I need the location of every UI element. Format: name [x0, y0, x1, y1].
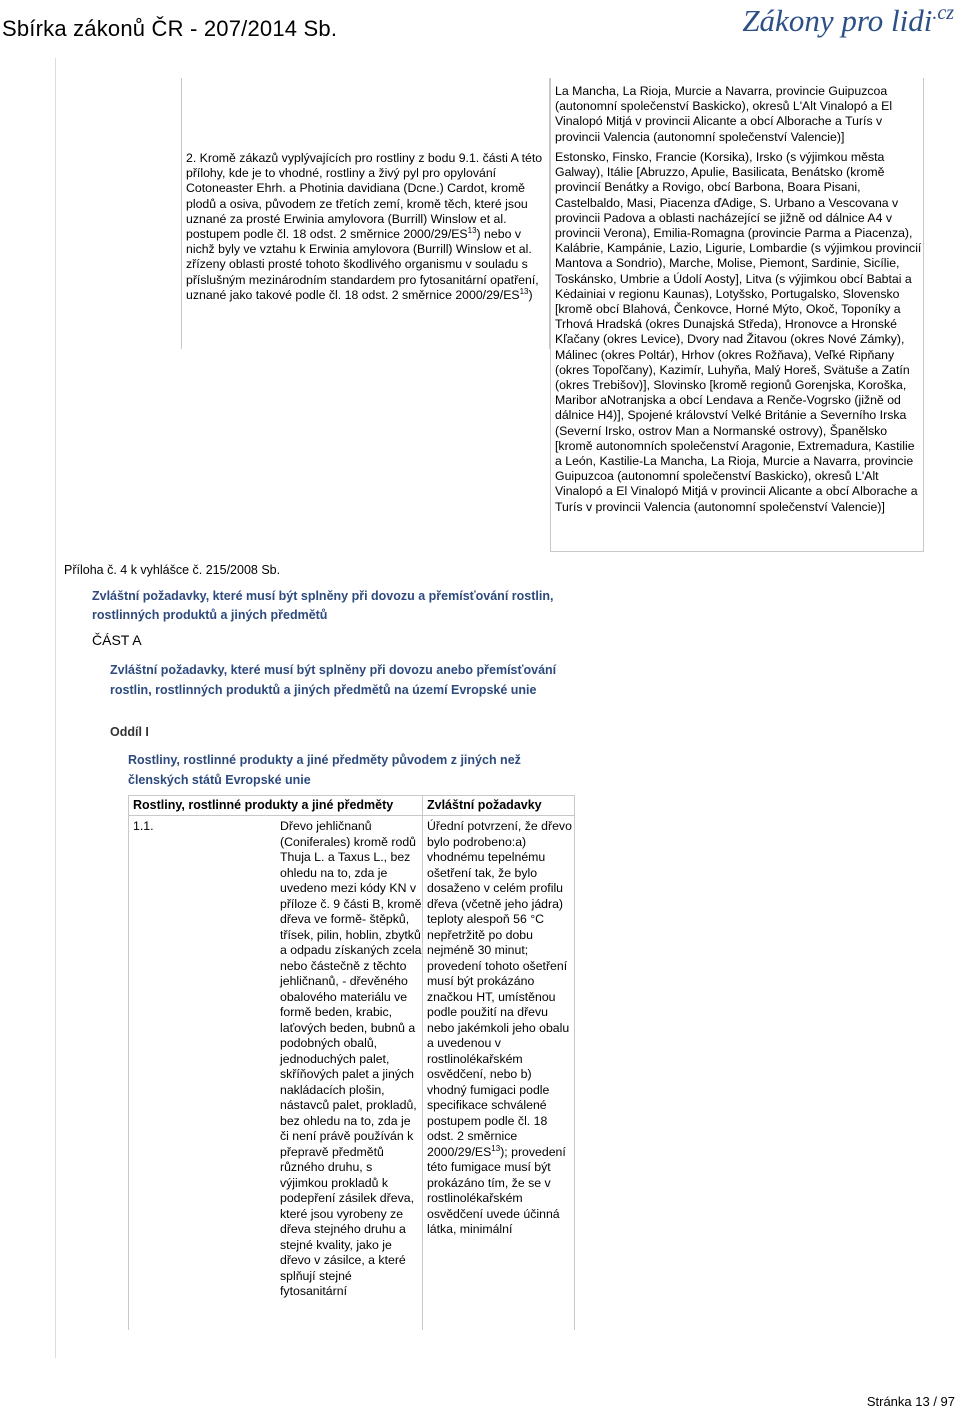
- section-label: Oddíl I: [110, 725, 149, 739]
- footnote-ref[interactable]: 13: [519, 286, 529, 296]
- cell-left-text-b: ) nebo v nichž byly ve vztahu k Erwinia amylovora (Burrill) Winslow et al. zřízeny oblasti prosté tohoto škodlivého organismu v souladu s příslušným mezinárodním standardem pro fytosanitární opatření, uznané jako takové podle čl. 18 odst. 2 směrnice 2000/29/ES: [186, 227, 539, 302]
- cell-left-text-c: ): [528, 287, 533, 302]
- table-header: [128, 795, 575, 816]
- cell-right-top-text: La Mancha, La Rioja, Murcie a Navarra, provincie Guipuzcoa (autonomní společenství Baskicko), okresů L'Alt Vinalopó a El Vinalopó Mitjá v provincii Alicante a obcí Alborache a Turís v provincii Valencia (autonomní společenství Valencie)]: [555, 84, 893, 144]
- footnote-ref[interactable]: 13: [467, 225, 477, 235]
- column-divider: [422, 796, 423, 815]
- cell-left-text-a: 2. Kromě zákazů vyplývajících pro rostliny z bodu 9.1. části A této přílohy, kde je to vhodné, rostliny a živý pyl pro opylování Cotoneaster Ehrh. a Photinia davidiana (Dcne.) Cardot, kromě plodů a osiva, původem ze třetích zemí, kromě těch, které jsou uznané za prosté Erwinia amylovora (Burrill) Winslow et al. postupem podle čl. 18 odst. 2 směrnice 2000/29/ES: [186, 151, 543, 242]
- row-number: 1.1.: [133, 819, 154, 833]
- cell-right-main-text: Estonsko, Finsko, Francie (Korsika), Irsko (s výjimkou města Galway), Itálie [Abruzzo, Apulie, Basilicata, Benátsko (kromě provincií Benátky a Rovigo, obcí Barbona, Boara Pisani, Castelbaldo, Masi, Piacenza ďAdige, S. Urbano a Vescovana v provincii Padova a oblasti nacházející se jižně od dálnice A4 v provincii Verona), Emilia-Romagna (provincie Parma a Piacenza), Kalábrie, Kampánie, Lazio, Ligurie, Lombardie (s výjimkou provincií Mantova a Sondrio), Marche, Molise, Piemont, Sardinie, Sicílie, Toskánsko, Umbrie a Údolí Aosty], Litva (s výjimkou obcí Babtai a Kėdainiai v regionu Kaunas), Lotyšsko, Portugalsko, Slovensko [kromě obcí Blahová, Čenkovce, Horné Mýto, Okoč, Toponíky a Trhová Hradská (okres Dunajská Středa), Hronovce a Hronské Kľačany (okres Levice), Dvory nad Žitavou (okres Nové Zámky), Málinec (okres Poltár), Hrhov (okres Rožňava), Veľké Ripňany (okres Topoľčany), Kazimír, Luhyňa, Malý Horeš, Svätuše a Zatín (okres Trebišov)], Slovinsko [kromě regionů Gorenjska, Koroška, Maribor aNotranjska a obcí Lendava a Renče-Vogrsko (jižně od dálnice H4)], Spojené království Velké Británie a Severního Irska (Severní Irsko, ostrov Man a Normanské ostrovy), Španělsko [kromě autonomních společenství Aragonie, Extremadura, Kastilie a León, Kastilie-La Mancha, La Rioja, Murcie a Navarra, provincie Guipuzcoa (autonomní společenství Baskicko), okresů L'Alt Vinalopó a El Vinalopó Mitjá v provincii Alicante a obcí Alborache a Turís v provincii Valencia (autonomní společenství Valencie)]: [555, 150, 922, 514]
- page-number: Stránka 13 / 97: [866, 1394, 955, 1409]
- part-heading: [92, 632, 142, 648]
- brand-suffix: .cz: [932, 2, 954, 24]
- row-requirements-a: Úřední potvrzení, že dřevo bylo podrobeno:a) vhodnému tepelnému ošetření tak, že bylo dosaženo v celém profilu dřeva (včetně jeho jádra) teploty alespoň 56 °C nepřetržitě po dobu nejméně 30 minut; provedení tohoto ošetření musí být prokázáno značkou HT, umístěnou podle použití na dřevu nebo jakémkoli jeho obalu a uvedenou v rostlinolékařském osvědčení, nebo b) vhodný fumigaci podle specifikace schválené postupem podle čl. 18 odst. 2 směrnice 2000/29/ES: [427, 819, 572, 1159]
- cell-left-text: [186, 151, 548, 303]
- column-header-items: Rostliny, rostlinné produkty a jiné předměty: [133, 798, 394, 812]
- footnote-ref[interactable]: 13: [491, 1143, 501, 1153]
- annex-heading: Zvláštní požadavky, které musí být splněny při dovozu a přemísťování rostlin, rostlinných produktů a jiných předmětů: [92, 589, 554, 622]
- row-requirements-b: ); provedení této fumigace musí být prokázáno tím, že se v rostlinolékařském osvědčení uvede účinná látka, minimální: [427, 1144, 566, 1236]
- document-title: Sbírka zákonů ČR - 207/2014 Sb.: [2, 16, 338, 41]
- section-subheading: Rostliny, rostlinné produkty a jiné předměty původem z jiných než členských států Evropské unie: [128, 753, 521, 787]
- brand-logo[interactable]: [742, 2, 954, 39]
- page-header: [0, 0, 960, 58]
- row-requirements: [427, 819, 572, 1238]
- left-frame-line: [55, 58, 56, 1358]
- part-subheading: Zvláštní požadavky, které musí být splněny při dovozu anebo přemísťování rostlin, rostlinných produktů a jiných předmětů na území Evropské unie: [110, 663, 557, 697]
- brand-name: Zákony pro lidi: [742, 3, 933, 38]
- row-description: Dřevo jehličnanů (Coniferales) kromě rodů Thuja L. a Taxus L., bez ohledu na to, zda je uvedeno mezi kódy KN v příloze č. 9 části B, kromě dřeva ve formě- štěpků, třísek, pilin, hoblin, zbytků a odpadu získaných zcela nebo částečně z těchto jehličnanů, - dřevěného obalového materiálu ve formě beden, krabic, laťových beden, bubnů a podobných obalů, jednoduchých palet, skříňových palet a jiných nakládacích plošin, nástavců palet, prokladů, bez ohledu na to, zda je či není právě používán k přepravě předmětů různého druhu, s výjimkou prokladů k podepření zásilek dřeva, které jsou vyrobeny ze dřeva stejného druhu a stejné kvality, jako je dřevo v zásilce, a které splňují stejné fytosanitární: [280, 819, 422, 1298]
- part-label: ČÁST A: [92, 632, 142, 648]
- table-row: [128, 815, 575, 1330]
- column-header-requirements: Zvláštní požadavky: [427, 798, 542, 812]
- annex-reference: Příloha č. 4 k vyhlášce č. 215/2008 Sb.: [64, 563, 281, 577]
- column-divider: [422, 815, 423, 1330]
